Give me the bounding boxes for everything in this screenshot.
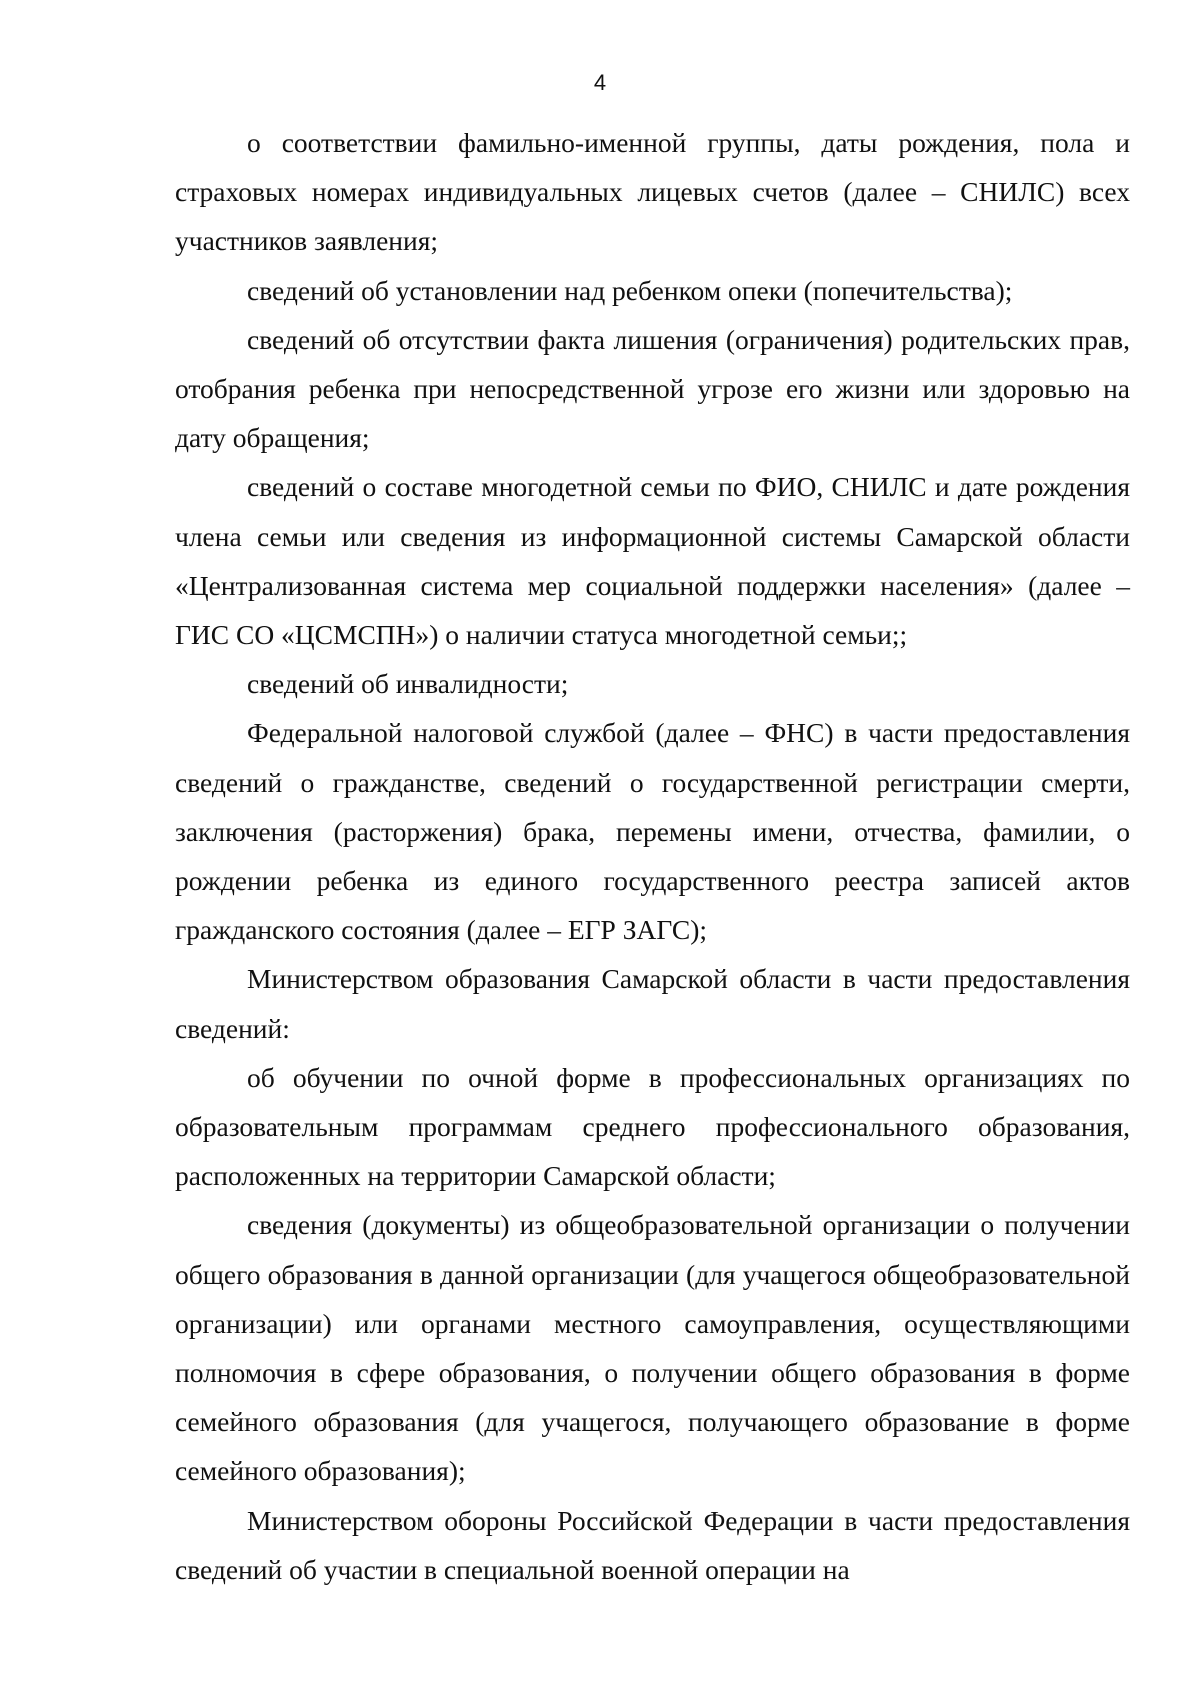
- paragraph-vocational-study: об обучении по очной форме в профессиональных организациях по образовательным программам среднего профессионального образования, расположенных на территории Самарской области;: [175, 1061, 1130, 1192]
- paragraph-large-family: сведений о составе многодетной семьи по ФИО, СНИЛС и дате рождения члена семьи или сведения из информационной системы Самарской области «Централизованная система мер социальной поддержки населения» (далее – ГИС СО «ЦСМСПН») о наличии статуса многодетной семьи;;: [175, 471, 1130, 651]
- paragraph-snils-matching: о соответствии фамильно-именной группы, даты рождения, пола и страховых номерах индивидуальных лицевых счетов (далее – СНИЛС) всех участников заявления;: [175, 127, 1130, 257]
- paragraph-ministry-defense: Министерством обороны Российской Федерации в части предоставления сведений об участии в специальной военной операции на: [175, 1504, 1130, 1585]
- paragraph-disability: сведений об инвалидности;: [247, 668, 569, 700]
- document-body: [175, 118, 1130, 1594]
- paragraph-ministry-education: Министерством образования Самарской области в части предоставления сведений:: [175, 963, 1130, 1044]
- paragraph-parental-rights: сведений об отсутствии факта лишения (ограничения) родительских прав, отобрания ребенка при непосредственной угрозе его жизни или здоровью на дату обращения;: [175, 323, 1130, 454]
- paragraph-fns: Федеральной налоговой службой (далее – ФНС) в части предоставления сведений о гражданстве, сведений о государственной регистрации смерти, заключения (расторжения) брака, перемены имени, отчества, фамилии, о рождении ребенка из единого государственного реестра записей актов гражданского состояния (далее – ЕГР ЗАГС);: [175, 717, 1130, 946]
- paragraph-guardianship: сведений об установлении над ребенком опеки (попечительства);: [247, 274, 1013, 306]
- paragraph-general-education: сведения (документы) из общеобразовательной организации о получении общего образования в данной организации (для учащегося общеобразовательной организации) или органами местного самоуправления, осуществляющими полномочия в сфере образования, о получении общего образования в форме семейного образования (для учащегося, получающего образование в форме семейного образования);: [175, 1209, 1130, 1487]
- page-number: 4: [593, 70, 607, 95]
